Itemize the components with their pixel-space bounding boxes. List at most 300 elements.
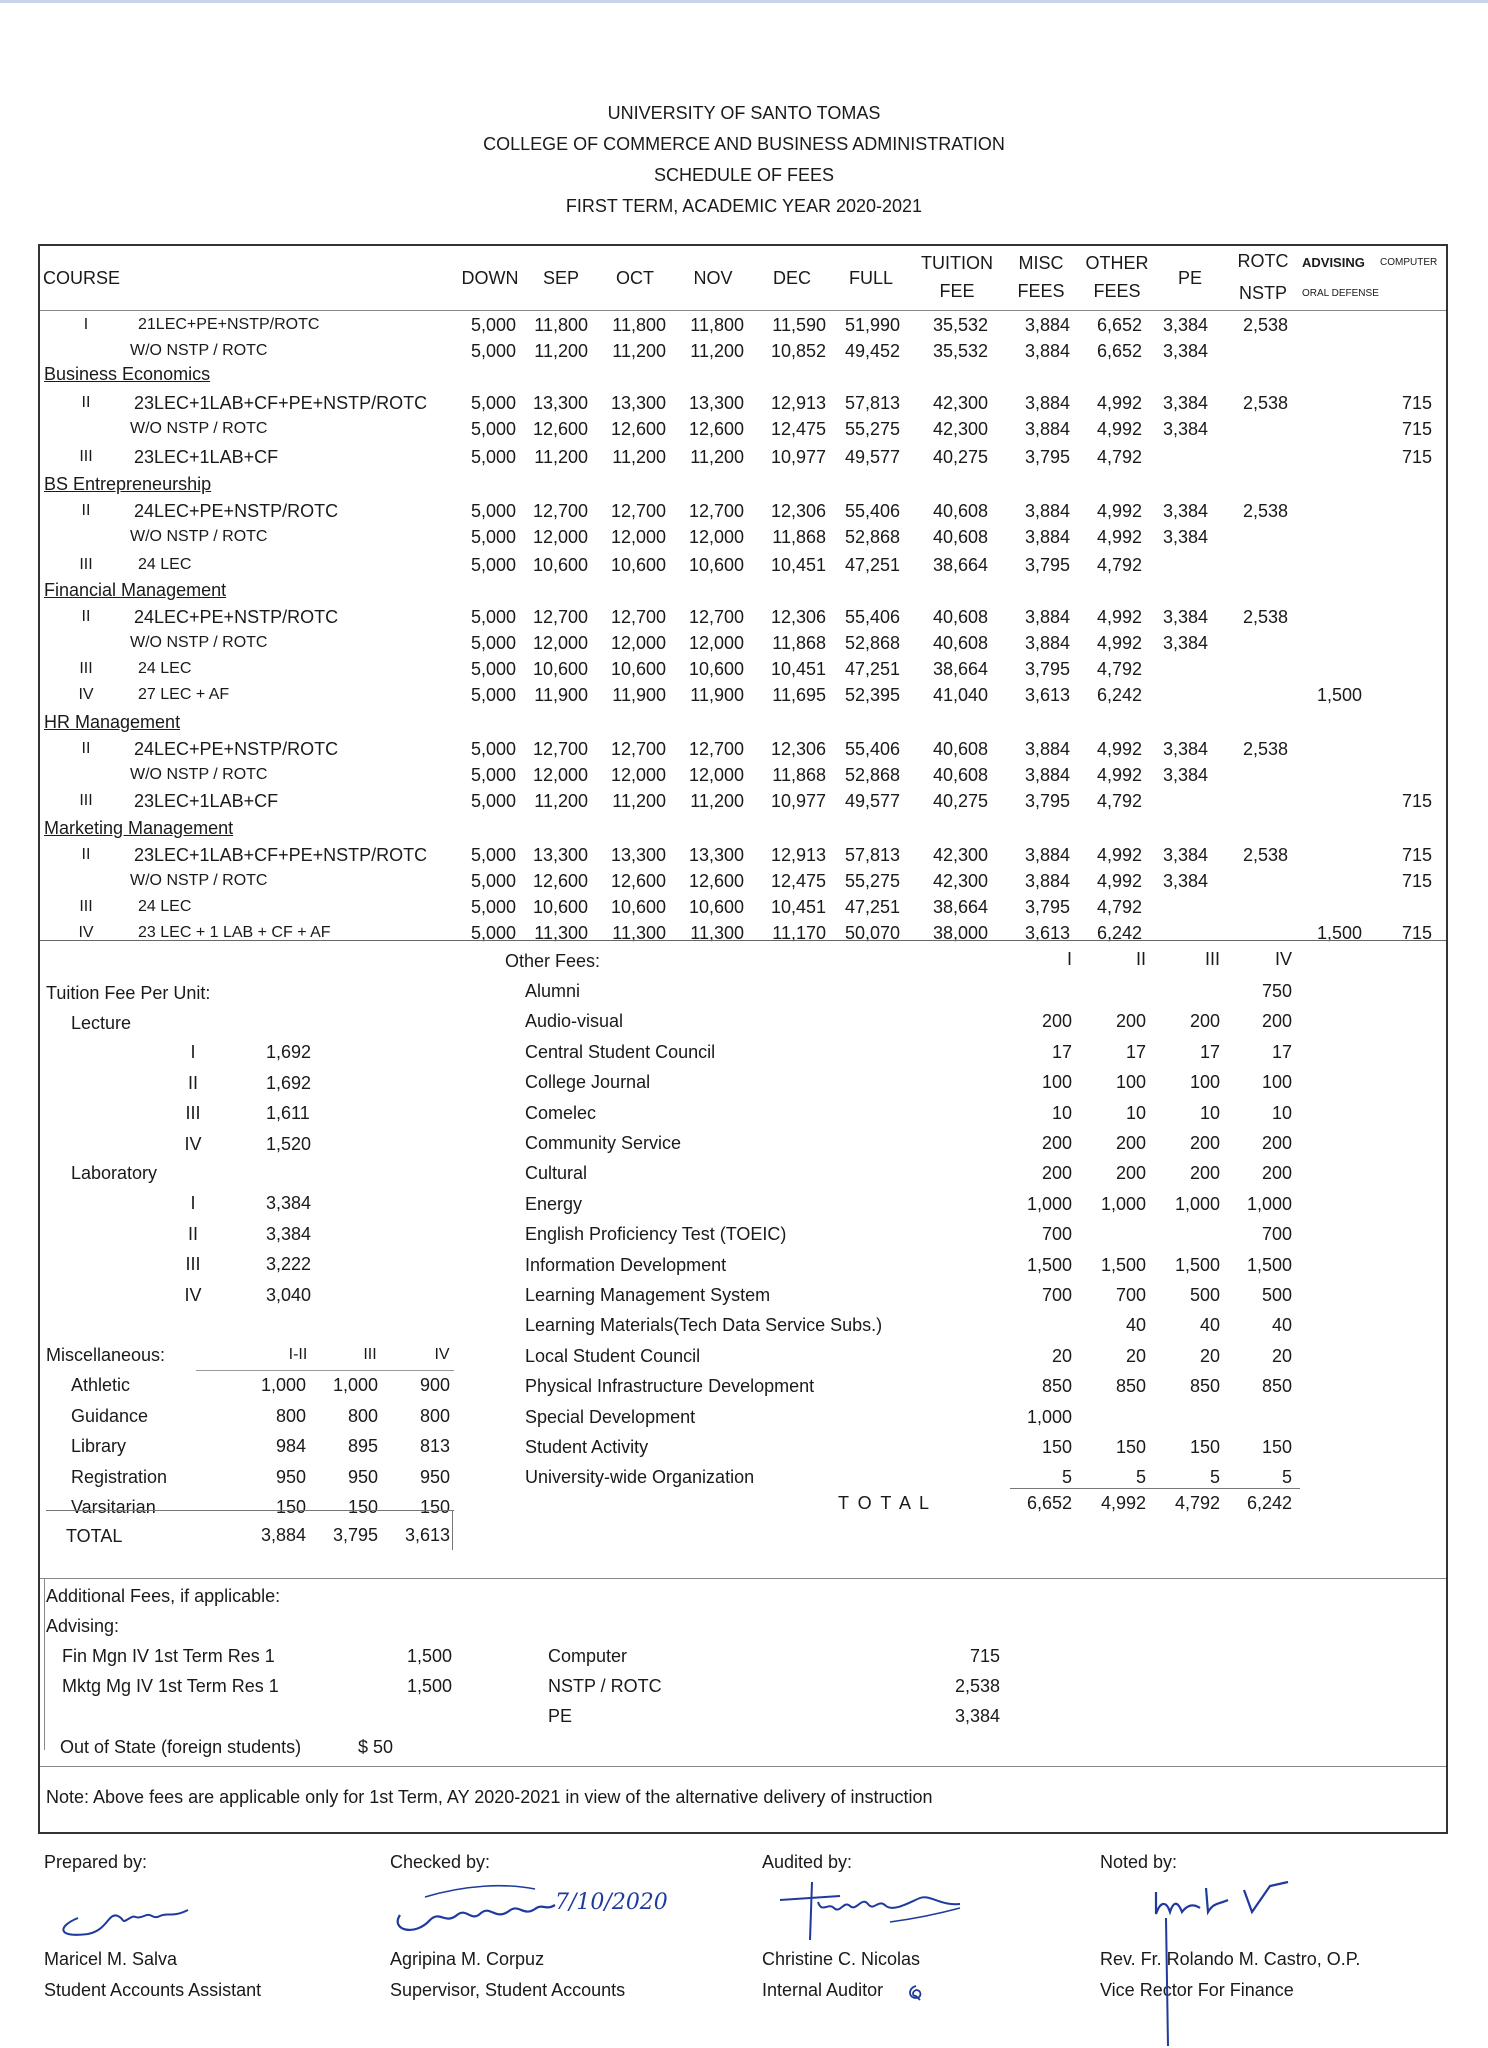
fee-misc-fees: 3,884 [1024, 739, 1070, 759]
misc-item-value: 150 [275, 1497, 306, 1517]
fee-sep: 11,200 [534, 791, 588, 811]
other-col-1: I [1066, 949, 1072, 969]
fee-nov: 12,600 [688, 871, 744, 891]
rate-per-unit: 1,692 [266, 1072, 312, 1093]
other-fee-label: Audio-visual [525, 1011, 624, 1032]
fee-sep: 13,300 [532, 845, 588, 865]
program-heading: Business Economics [44, 364, 211, 384]
rows-divider [40, 940, 1446, 941]
fee-full: 47,251 [844, 659, 900, 679]
other-fee-value: 700 [1041, 1285, 1072, 1305]
col-other: OTHER [1085, 253, 1149, 273]
fee-rotc-nstp: 2,538 [1242, 501, 1288, 521]
other-fee-value: 1,500 [1246, 1254, 1292, 1275]
fee-dec: 11,170 [772, 923, 826, 943]
fee-other-fees: 4,792 [1096, 897, 1142, 917]
fee-down: 5,000 [470, 419, 516, 439]
misc-item-value: 895 [347, 1436, 378, 1456]
misc-col-3: III [363, 1346, 377, 1363]
fee-pe: 3,384 [1162, 341, 1208, 361]
other-fee-value: 20 [1051, 1345, 1072, 1366]
other-fee-value: 100 [1115, 1072, 1146, 1093]
rate-per-unit: 3,222 [266, 1254, 312, 1274]
computer-fee-value: 715 [969, 1646, 1000, 1666]
fee-computer: 715 [1401, 393, 1432, 413]
fee-down: 5,000 [470, 685, 516, 705]
rate-per-unit: 3,384 [266, 1193, 312, 1213]
advising-item-1: Fin Mgn IV 1st Term Res 1 [62, 1646, 275, 1666]
rate-per-unit: 3,040 [266, 1284, 312, 1305]
pe-fee-value: 3,384 [954, 1706, 1000, 1726]
fee-oct: 12,000 [610, 527, 666, 547]
fee-sep: 12,000 [532, 527, 588, 547]
load-description: W/O NSTP / ROTC [130, 528, 268, 545]
load-description: 24LEC+PE+NSTP/ROTC [134, 607, 339, 627]
fee-sep: 10,600 [532, 897, 588, 917]
fee-other-fees: 4,792 [1096, 659, 1142, 679]
nstp-rotc-fee-label: NSTP / ROTC [548, 1676, 662, 1696]
fee-dec: 12,475 [770, 871, 826, 891]
fee-tuition-fee: 38,664 [932, 659, 988, 679]
misc-item-value: 150 [347, 1497, 378, 1517]
fee-oct: 11,200 [612, 341, 666, 361]
fee-other-fees: 4,992 [1096, 393, 1142, 413]
fee-full: 47,251 [844, 555, 900, 575]
corpuz-signature-date: 7/10/2020 [555, 1890, 668, 1915]
other-fee-value: 20 [1271, 1345, 1292, 1366]
fee-pe: 3,384 [1162, 501, 1208, 521]
prepared-by-title: Student Accounts Assistant [44, 1980, 262, 2000]
fee-down: 5,000 [470, 633, 516, 653]
fee-tuition-fee: 40,608 [932, 527, 988, 547]
fee-down: 5,000 [470, 315, 516, 335]
other-fee-value: 1,000 [1246, 1193, 1292, 1214]
fee-oct: 11,900 [612, 685, 666, 705]
col-full: FULL [848, 268, 893, 288]
fee-tuition-fee: 42,300 [932, 871, 988, 891]
other-fee-value: 150 [1115, 1437, 1146, 1457]
fee-pe: 3,384 [1162, 871, 1208, 891]
other-fee-value: 500 [1261, 1285, 1292, 1305]
fee-sep: 13,300 [532, 393, 588, 413]
college-name: COLLEGE OF COMMERCE AND BUSINESS ADMINISTRATION [483, 134, 1005, 154]
misc-total-4: 3,613 [404, 1525, 450, 1545]
fee-tuition-fee: 40,275 [932, 791, 988, 811]
year-level: III [79, 660, 93, 677]
year-level: IV [78, 924, 94, 941]
fee-rotc-nstp: 2,538 [1242, 607, 1288, 627]
col-oct: OCT [616, 268, 654, 288]
checked-by-name: Agripina M. Corpuz [390, 1949, 545, 1969]
other-fee-label: Community Service [525, 1133, 682, 1153]
fee-misc-fees: 3,795 [1024, 555, 1070, 575]
other-fee-label: Physical Infrastructure Development [525, 1376, 815, 1397]
other-fee-value: 1,000 [1174, 1193, 1220, 1214]
fee-tuition-fee: 41,040 [932, 685, 988, 705]
fee-misc-fees: 3,884 [1024, 871, 1070, 891]
load-description: 24LEC+PE+NSTP/ROTC [134, 501, 339, 521]
load-description: 23LEC+1LAB+CF+PE+NSTP/ROTC [134, 393, 428, 413]
fee-tuition-fee: 40,608 [932, 633, 988, 653]
fee-dec: 12,306 [770, 501, 826, 521]
audited-by-label: Audited by: [762, 1852, 853, 1872]
load-description: 24 LEC [138, 898, 192, 915]
fee-advising: 1,500 [1316, 923, 1362, 943]
fee-full: 52,868 [844, 765, 900, 785]
audited-by-title: Internal Auditor [762, 1980, 884, 2000]
program-heading: BS Entrepreneurship [44, 474, 212, 494]
year-level: III [79, 792, 93, 809]
fee-down: 5,000 [470, 791, 516, 811]
fee-oct: 10,600 [610, 897, 666, 917]
misc-item-value: 800 [275, 1405, 306, 1426]
year-level: II [81, 740, 91, 757]
fee-sep: 10,600 [532, 659, 588, 679]
year-level: I [83, 316, 89, 333]
other-fee-value: 200 [1261, 1163, 1292, 1184]
misc-col-1-2: I-II [288, 1346, 308, 1363]
fee-sep: 12,000 [532, 633, 588, 653]
fee-full: 57,813 [844, 393, 900, 413]
program-heading: Marketing Management [44, 818, 234, 838]
fee-oct: 10,600 [610, 659, 666, 679]
other-fee-value: 100 [1261, 1072, 1292, 1093]
misc-col-4: IV [434, 1346, 450, 1363]
fee-down: 5,000 [470, 555, 516, 575]
fee-nov: 11,200 [690, 341, 744, 361]
misc-divider [196, 1370, 454, 1371]
fee-sep: 11,300 [534, 923, 588, 943]
fee-dec: 12,306 [770, 739, 826, 759]
noted-by-title: Vice Rector For Finance [1100, 1980, 1294, 2000]
fee-nov: 12,000 [688, 527, 744, 547]
fee-nov: 12,000 [688, 633, 744, 653]
fee-misc-fees: 3,795 [1024, 447, 1070, 467]
col-down: DOWN [461, 268, 519, 288]
other-fee-value: 10 [1125, 1102, 1146, 1123]
fee-oct: 10,600 [610, 555, 666, 575]
fee-other-fees: 6,652 [1096, 341, 1142, 361]
other-fee-value: 850 [1189, 1376, 1220, 1397]
fee-full: 55,406 [844, 739, 900, 759]
fee-other-fees: 4,992 [1096, 633, 1142, 653]
fee-pe: 3,384 [1162, 527, 1208, 547]
year-level: III [79, 448, 93, 465]
fee-sep: 12,600 [532, 871, 588, 891]
foreign-students-label: Out of State (foreign students) [60, 1737, 302, 1757]
other-fee-value: 5 [1209, 1467, 1220, 1488]
fee-nov: 10,600 [688, 659, 744, 679]
fee-oct: 12,600 [610, 871, 666, 891]
fee-misc-fees: 3,884 [1024, 315, 1070, 335]
misc-item-value: 900 [419, 1375, 450, 1395]
fee-full: 55,275 [844, 871, 900, 891]
other-fee-label: Energy [525, 1193, 583, 1214]
other-fee-label: English Proficiency Test (TOEIC) [525, 1224, 787, 1245]
col-sep: SEP [542, 268, 580, 288]
fee-other-fees: 4,992 [1096, 607, 1142, 627]
fee-tuition-fee: 40,608 [932, 765, 988, 785]
fee-tuition-fee: 40,608 [932, 501, 988, 521]
fee-sep: 12,700 [532, 501, 588, 521]
misc-item-label: Athletic [71, 1375, 131, 1395]
misc-item-value: 950 [419, 1466, 450, 1487]
fee-tuition-fee: 42,300 [932, 845, 988, 865]
fee-dec: 12,913 [770, 845, 826, 865]
fee-tuition-fee: 38,664 [932, 897, 988, 917]
computer-fee-label: Computer [548, 1646, 628, 1666]
advising-value-2: 1,500 [406, 1676, 452, 1696]
col-dec: DEC [772, 268, 811, 288]
other-fee-value: 17 [1271, 1041, 1292, 1062]
tuition-per-unit-title: Tuition Fee Per Unit: [46, 983, 211, 1003]
castro-signature [1148, 1878, 1308, 2048]
misc-item-value: 1,000 [260, 1375, 306, 1395]
program-heading: HR Management [44, 712, 181, 732]
other-fee-value: 150 [1189, 1437, 1220, 1457]
year-level: II [81, 394, 91, 411]
fee-rotc-nstp: 2,538 [1242, 739, 1288, 759]
advising-value-1: 1,500 [406, 1646, 452, 1666]
other-fee-label: Special Development [525, 1406, 696, 1427]
fee-computer: 715 [1401, 845, 1432, 865]
university-name: UNIVERSITY OF SANTO TOMAS [607, 103, 881, 123]
fee-pe: 3,384 [1162, 419, 1208, 439]
fee-dec: 12,913 [770, 393, 826, 413]
fee-tuition-fee: 42,300 [932, 393, 988, 413]
corpuz-signature [385, 1875, 668, 1945]
other-col-3: III [1204, 949, 1220, 969]
load-description: 24LEC+PE+NSTP/ROTC [134, 739, 339, 759]
rate-per-unit: 1,692 [266, 1042, 312, 1062]
advising-label: Advising: [46, 1616, 120, 1636]
fee-sep: 11,200 [534, 341, 588, 361]
other-fee-value: 5 [1135, 1467, 1146, 1488]
fee-pe: 3,384 [1162, 739, 1208, 759]
fee-other-fees: 6,242 [1096, 923, 1142, 943]
misc-item-label: Guidance [71, 1405, 149, 1426]
misc-item-value: 150 [419, 1497, 450, 1517]
fee-full: 52,868 [844, 527, 900, 547]
other-fee-label: Cultural [525, 1163, 588, 1184]
note-text: Note: Above fees are applicable only for 1st Term, AY 2020-2021 in view of the alternative delivery of instruction [46, 1787, 933, 1807]
other-fee-label: College Journal [525, 1072, 651, 1093]
other-fee-value: 10 [1199, 1102, 1220, 1123]
rate-per-unit: 1,520 [266, 1133, 312, 1154]
fee-down: 5,000 [470, 393, 516, 413]
other-fee-value: 1,000 [1026, 1193, 1072, 1214]
fee-dec: 10,451 [770, 555, 826, 575]
fee-nov: 13,300 [688, 845, 744, 865]
fee-nov: 11,900 [690, 685, 744, 705]
fee-dec: 11,868 [772, 633, 826, 653]
rate-per-unit: 1,611 [266, 1103, 310, 1123]
other-fee-value: 20 [1199, 1345, 1220, 1366]
fee-oct: 11,800 [612, 315, 666, 335]
fee-computer: 715 [1401, 923, 1432, 943]
fee-other-fees: 6,242 [1096, 685, 1142, 705]
fee-nov: 11,200 [690, 447, 744, 467]
fee-pe: 3,384 [1162, 765, 1208, 785]
fee-oct: 12,700 [610, 607, 666, 627]
fee-down: 5,000 [470, 897, 516, 917]
fee-computer: 715 [1401, 419, 1432, 439]
fee-oct: 11,200 [612, 791, 666, 811]
other-fee-value: 17 [1199, 1041, 1220, 1062]
document-header [0, 98, 1488, 222]
fee-full: 47,251 [844, 897, 900, 917]
other-fee-value: 200 [1115, 1011, 1146, 1032]
fee-down: 5,000 [470, 527, 516, 547]
fee-misc-fees: 3,884 [1024, 633, 1070, 653]
fee-oct: 11,300 [612, 923, 666, 943]
document-title: SCHEDULE OF FEES [653, 165, 835, 185]
misc-item-label: Varsitarian [71, 1497, 156, 1517]
other-fee-value: 200 [1041, 1163, 1072, 1184]
checked-by-title: Supervisor, Student Accounts [390, 1980, 626, 2000]
year-label: III [185, 1103, 201, 1123]
fee-nov: 12,600 [688, 419, 744, 439]
fee-full: 55,275 [844, 419, 900, 439]
other-fee-value: 200 [1189, 1163, 1220, 1184]
col-rotc: ROTC [1237, 251, 1289, 271]
col-nov: NOV [693, 268, 733, 288]
fee-full: 55,406 [844, 607, 900, 627]
load-description: 24 LEC [138, 660, 192, 677]
fee-dec: 12,475 [770, 419, 826, 439]
col-nstp: NSTP [1238, 283, 1287, 303]
other-fee-value: 100 [1041, 1072, 1072, 1093]
other-fee-value: 200 [1261, 1133, 1292, 1153]
misc-item-value: 813 [419, 1436, 450, 1456]
additional-title: Additional Fees, if applicable: [46, 1586, 281, 1606]
other-fee-value: 700 [1041, 1224, 1072, 1245]
fee-full: 50,070 [844, 923, 900, 943]
fee-down: 5,000 [470, 739, 516, 759]
fee-down: 5,000 [470, 607, 516, 627]
fee-computer: 715 [1401, 871, 1432, 891]
fee-pe: 3,384 [1162, 393, 1208, 413]
other-fee-label: Information Development [525, 1254, 727, 1275]
lecture-label: Lecture [71, 1013, 132, 1033]
fee-down: 5,000 [470, 923, 516, 943]
fee-tuition-fee: 35,532 [932, 341, 988, 361]
load-description: W/O NSTP / ROTC [130, 634, 268, 651]
term-label: FIRST TERM, ACADEMIC YEAR 2020-2021 [565, 196, 923, 216]
year-level: III [79, 556, 93, 573]
fee-full: 49,577 [844, 447, 900, 467]
other-total-4: 6,242 [1246, 1493, 1292, 1513]
fee-misc-fees: 3,795 [1024, 791, 1070, 811]
fee-misc-fees: 3,795 [1024, 897, 1070, 917]
other-fee-label: Alumni [525, 981, 581, 1001]
other-fee-value: 150 [1261, 1437, 1292, 1457]
col-misc-2: FEES [1017, 281, 1065, 301]
misc-title: Miscellaneous: [46, 1345, 166, 1365]
misc-total-line [46, 1510, 454, 1511]
fee-dec: 10,977 [770, 791, 826, 811]
fee-nov: 10,600 [688, 897, 744, 917]
other-fee-value: 1,500 [1026, 1254, 1072, 1275]
fee-other-fees: 4,992 [1096, 501, 1142, 521]
other-fee-value: 100 [1189, 1072, 1220, 1093]
fee-computer: 715 [1401, 791, 1432, 811]
fee-other-fees: 4,992 [1096, 871, 1142, 891]
fee-oct: 12,600 [610, 419, 666, 439]
fee-full: 52,868 [844, 633, 900, 653]
laboratory-label: Laboratory [71, 1163, 158, 1183]
misc-item-value: 950 [347, 1466, 378, 1487]
other-fee-value: 700 [1115, 1285, 1146, 1305]
fee-sep: 12,600 [532, 419, 588, 439]
noted-by-label: Noted by: [1100, 1852, 1178, 1872]
other-fee-value: 1,500 [1100, 1254, 1146, 1275]
fee-sep: 11,800 [534, 315, 588, 335]
year-label: I [190, 1193, 196, 1213]
other-fee-value: 40 [1125, 1315, 1146, 1336]
fee-misc-fees: 3,613 [1024, 685, 1070, 705]
load-description: W/O NSTP / ROTC [130, 420, 268, 437]
fee-tuition-fee: 38,664 [932, 555, 988, 575]
misc-total-label: TOTAL [66, 1526, 123, 1546]
col-course: COURSE [43, 268, 121, 288]
fee-dec: 11,868 [772, 765, 826, 785]
other-fee-value: 700 [1261, 1224, 1292, 1245]
fee-oct: 13,300 [610, 845, 666, 865]
fee-full: 57,813 [844, 845, 900, 865]
year-level: II [81, 608, 91, 625]
fee-misc-fees: 3,884 [1024, 845, 1070, 865]
fee-misc-fees: 3,884 [1024, 765, 1070, 785]
misc-item-value: 800 [347, 1405, 378, 1426]
other-fee-value: 5 [1281, 1467, 1292, 1488]
fee-misc-fees: 3,884 [1024, 419, 1070, 439]
fee-full: 51,990 [844, 315, 900, 335]
load-description: 24 LEC [138, 556, 192, 573]
col-tuition: TUITION [921, 253, 993, 273]
other-fee-value: 1,000 [1026, 1406, 1072, 1427]
fee-tuition-fee: 38,000 [932, 923, 988, 943]
fee-dec: 11,868 [772, 527, 826, 547]
other-fee-value: 200 [1115, 1133, 1146, 1153]
col-oral-defense: ORAL DEFENSE [1302, 288, 1379, 299]
load-description: 23 LEC + 1 LAB + CF + AF [138, 924, 331, 941]
fee-sep: 12,700 [532, 739, 588, 759]
other-fee-value: 1,500 [1174, 1254, 1220, 1275]
salva-signature [48, 1890, 198, 1940]
fee-dec: 10,451 [770, 897, 826, 917]
year-level: IV [78, 686, 94, 703]
other-fee-label: Student Activity [525, 1437, 649, 1457]
fee-down: 5,000 [470, 341, 516, 361]
rate-per-unit: 3,384 [266, 1223, 312, 1244]
fee-oct: 11,200 [612, 447, 666, 467]
year-level: II [81, 846, 91, 863]
audited-by-name: Christine C. Nicolas [762, 1949, 921, 1969]
program-heading: Financial Management [44, 580, 227, 600]
other-fee-value: 5 [1061, 1467, 1072, 1488]
other-total-1: 6,652 [1026, 1493, 1072, 1513]
fee-nov: 12,000 [688, 765, 744, 785]
scan-top-edge [0, 0, 1488, 3]
fee-full: 52,395 [844, 685, 900, 705]
additional-left-line [44, 1578, 45, 1750]
fee-other-fees: 4,992 [1096, 845, 1142, 865]
fee-down: 5,000 [470, 871, 516, 891]
other-fee-value: 200 [1261, 1011, 1292, 1032]
year-level: II [81, 502, 91, 519]
other-fee-value: 150 [1041, 1437, 1072, 1457]
